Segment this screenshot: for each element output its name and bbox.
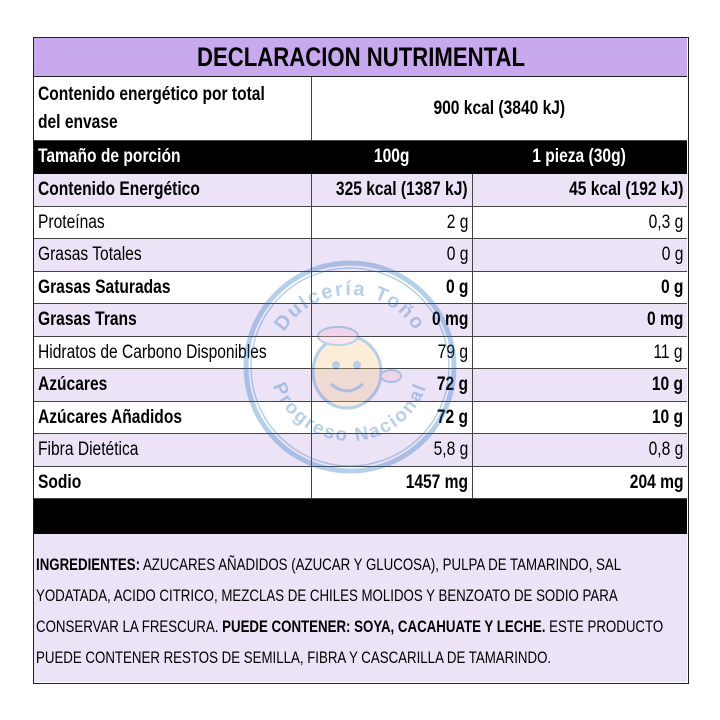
nutrient-row — [34, 304, 687, 337]
nutrient-value-100g: 1457 mg — [405, 471, 468, 493]
portion-header-row — [34, 141, 687, 174]
energy-total-label — [34, 77, 311, 140]
nutrient-value-piece: 0,8 g — [648, 439, 683, 460]
energy-total-row — [34, 77, 687, 141]
nutrient-value-piece: 0,3 g — [648, 211, 683, 233]
nutrient-label: Azúcares — [38, 374, 108, 395]
nutrient-row — [34, 369, 687, 402]
watermark-text-bottom: Progreso Nacional — [268, 379, 432, 447]
portion-col1-cell — [311, 141, 472, 173]
ingredients-block — [34, 534, 687, 682]
nutrient-label: Grasas Totales — [38, 244, 142, 265]
nutrient-label: Grasas Trans — [38, 309, 137, 330]
nutrient-label: Contenido Energético — [38, 179, 200, 200]
ingredients-note: ESTE PRODUCTO PUEDE CONTENER RESTOS DE SEMILLA, FIBRA Y CASCARILLA DE TAMARINDO. — [36, 618, 664, 667]
nutrient-value-piece: 10 g — [651, 374, 683, 395]
nutrient-row — [34, 239, 687, 272]
nutrient-value-100g: 72 g — [436, 406, 468, 428]
nutrient-value-100g: 72 g — [436, 374, 468, 395]
portion-col2: 1 pieza (30g) — [532, 146, 627, 167]
nutrient-value-100g: 0 g — [446, 244, 468, 265]
nutrient-value-100g: 5,8 g — [433, 439, 468, 460]
nutrition-label — [33, 37, 689, 684]
nutrient-row — [34, 402, 687, 434]
page-title: DECLARACION NUTRIMENTAL — [196, 41, 525, 72]
nutrient-row — [34, 174, 687, 207]
portion-col2-cell — [472, 141, 687, 173]
nutrient-value-100g: 2 g — [446, 211, 468, 233]
nutrient-value-piece: 0 g — [661, 244, 683, 265]
nutrient-value-100g: 0 mg — [431, 309, 468, 330]
nutrient-value-100g: 325 kcal (1387 kJ) — [336, 179, 468, 200]
may-contain-heading: PUEDE CONTENER: SOYA, CACAHUATE Y LECHE. — [222, 618, 546, 636]
black-separator-bar — [34, 499, 687, 534]
portion-label: Tamaño de porción — [38, 146, 181, 167]
nutrient-row — [34, 207, 687, 239]
nutrient-label: Hidratos de Carbono Disponibles — [38, 341, 267, 363]
nutrient-label: Sodio — [38, 471, 82, 493]
nutrient-label: Proteínas — [38, 211, 105, 233]
energy-total-label-line2: del envase — [38, 112, 118, 133]
nutrient-row — [34, 467, 687, 499]
energy-total-value-cell — [311, 77, 687, 140]
nutrient-value-piece: 10 g — [651, 406, 683, 428]
nutrient-value-piece: 45 kcal (192 kJ) — [568, 179, 683, 200]
nutrient-label: Azúcares Añadidos — [38, 406, 183, 428]
watermark-text-top: Dulcería Toño — [270, 277, 430, 335]
nutrient-value-piece: 11 g — [653, 341, 683, 363]
nutrient-value-piece: 0 g — [660, 276, 683, 298]
title-bar — [34, 38, 687, 77]
nutrient-row — [34, 337, 687, 369]
ingredients-text — [36, 550, 676, 674]
energy-total-label-line1: Contenido energético por total — [38, 84, 265, 105]
nutrient-value-100g: 0 g — [445, 276, 468, 298]
nutrient-value-piece: 0 mg — [646, 309, 683, 330]
portion-col1: 100g — [373, 146, 410, 167]
nutrient-row — [34, 434, 687, 467]
ingredients-list: AZUCARES AÑADIDOS (AZUCAR Y GLUCOSA), PULPA DE TAMARINDO, SAL YODATADA, ACIDO CITRICO, MEZCLAS DE CHILES MOLIDOS Y BENZOATO DE SODIO PARA CONSERVAR LA FRESCURA. — [36, 556, 621, 636]
nutrient-value-100g: 79 g — [437, 341, 468, 363]
nutrient-label: Fibra Dietética — [38, 439, 139, 460]
ingredients-heading: INGREDIENTES: — [36, 556, 140, 574]
nutrient-row — [34, 272, 687, 304]
nutrient-label: Grasas Saturadas — [38, 276, 171, 298]
portion-label-cell — [34, 141, 311, 173]
energy-total-value: 900 kcal (3840 kJ) — [433, 97, 566, 119]
nutrient-value-piece: 204 mg — [629, 471, 683, 493]
